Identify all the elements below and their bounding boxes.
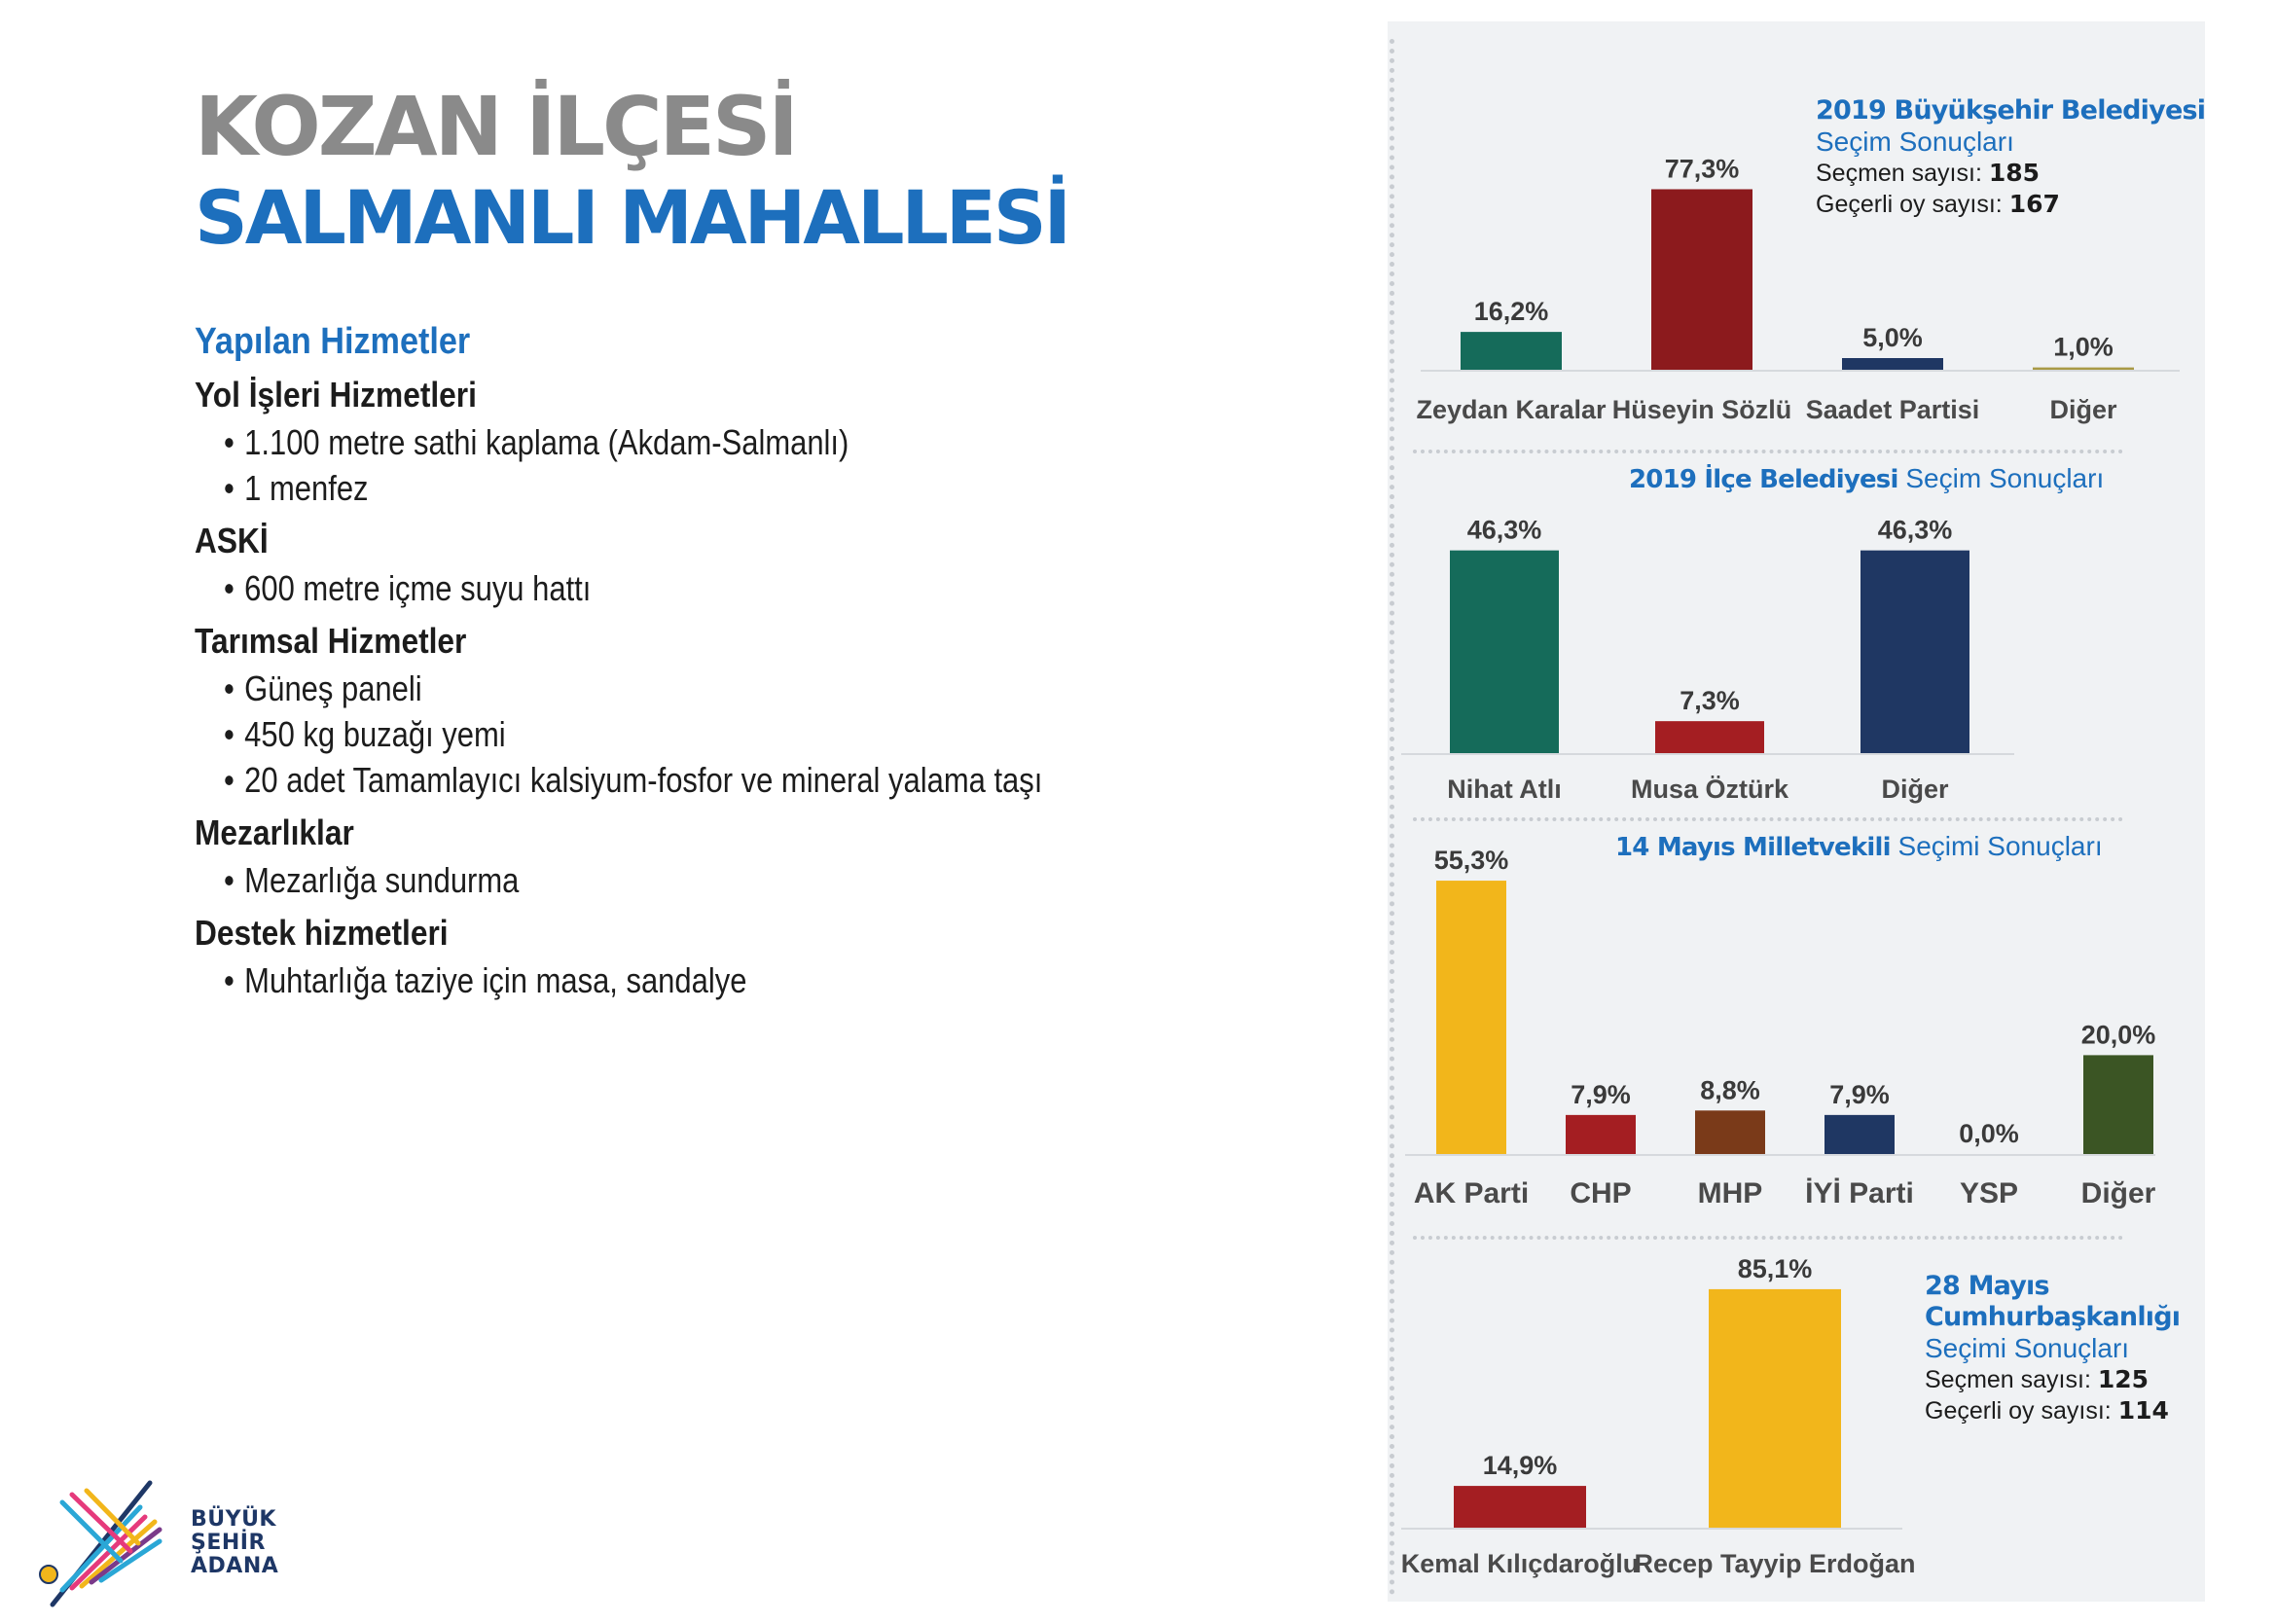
- category-label: AK Parti: [1413, 1177, 1530, 1209]
- service-item: • 20 adet Tamamlayıcı kalsiyum-fosfor ve mineral yalama taşı: [224, 757, 1170, 803]
- category-label: Diğer: [2049, 395, 2117, 424]
- data-label: 85,1%: [1737, 1253, 1813, 1283]
- district-title: KOZAN İLÇESİ: [195, 79, 796, 174]
- logo-line2: ŞEHİR: [191, 1531, 266, 1555]
- logo-line1: BÜYÜK: [191, 1507, 276, 1532]
- chart4-title-regular: Seçimi Sonuçları: [1925, 1333, 2130, 1363]
- data-label: 1,0%: [2053, 332, 2113, 362]
- bar-0-2: [1842, 358, 1943, 370]
- category-label: Kemal Kılıçdaroğlu: [1400, 1549, 1640, 1578]
- category-label: Zeydan Karalar: [1416, 395, 1607, 424]
- bar-2-5: [2083, 1055, 2153, 1154]
- data-label: 77,3%: [1664, 154, 1740, 184]
- data-label: 46,3%: [1466, 515, 1542, 545]
- category-label: Hüseyin Sözlü: [1611, 395, 1792, 424]
- chart4-title-bold-2: Cumhurbaşkanlığı: [1925, 1302, 2181, 1332]
- data-label: 0,0%: [1959, 1119, 2019, 1148]
- chart1-title-regular: Seçim Sonuçları: [1816, 126, 2014, 157]
- chart4-title-bold-1: 28 Mayıs: [1925, 1271, 2049, 1301]
- data-label: 55,3%: [1433, 846, 1509, 876]
- service-item: • Güneş paneli: [224, 666, 1170, 711]
- bar-0-0: [1461, 332, 1562, 370]
- service-item: • 450 kg buzağı yemi: [224, 711, 1170, 757]
- chart3-title: 14 Mayıs Milletvekili Seçimi Sonuçları: [1615, 831, 2103, 862]
- service-item: • 1.100 metre sathi kaplama (Akdam-Salmanlı): [224, 419, 1170, 465]
- chart4-info: [1925, 1271, 2180, 1426]
- bar-3-1: [1709, 1289, 1841, 1528]
- category-label: İYİ Parti: [1805, 1177, 1914, 1209]
- bar-0-1: [1651, 189, 1752, 370]
- service-category-title: Tarımsal Hizmetler: [195, 621, 467, 661]
- chart1-valid-votes: Geçerli oy sayısı: 167: [1816, 190, 2060, 218]
- data-label: 7,9%: [1571, 1079, 1631, 1109]
- services-heading: Yapılan Hizmetler: [195, 321, 471, 362]
- chart1-info: [1816, 95, 2205, 220]
- bar-3-0: [1454, 1486, 1586, 1528]
- chart4-valid-votes: Geçerli oy sayısı: 114: [1925, 1396, 2169, 1425]
- service-item: • Mezarlığa sundurma: [224, 857, 1170, 903]
- neighborhood-title: SALMANLI MAHALLESİ: [195, 174, 1068, 261]
- bar-2-2: [1695, 1110, 1765, 1154]
- data-label: 5,0%: [1862, 323, 1923, 352]
- category-label: Musa Öztürk: [1630, 775, 1789, 804]
- chart2-title: 2019 İlçe Belediyesi Seçim Sonuçları: [1629, 463, 2105, 494]
- data-label: 46,3%: [1877, 515, 1953, 545]
- data-label: 7,3%: [1680, 686, 1740, 716]
- service-category-title: Yol İşleri Hizmetleri: [195, 375, 477, 415]
- category-label: Diğer: [1881, 775, 1949, 804]
- chart1-voters: Seçmen sayısı: 185: [1816, 159, 2041, 187]
- data-label: 20,0%: [2080, 1020, 2156, 1050]
- bar-2-3: [1824, 1115, 1895, 1154]
- service-item: • Muhtarlığa taziye için masa, sandalye: [224, 957, 1170, 1003]
- category-label: YSP: [1959, 1177, 2019, 1209]
- category-label: Diğer: [2080, 1177, 2156, 1209]
- bar-0-3: [2033, 368, 2134, 370]
- category-label: MHP: [1697, 1177, 1763, 1209]
- data-label: 8,8%: [1700, 1075, 1760, 1105]
- service-category-title: Destek hizmetleri: [195, 913, 449, 953]
- chart4-voters: Seçmen sayısı: 125: [1925, 1365, 2150, 1393]
- data-label: 7,9%: [1829, 1079, 1890, 1109]
- category-label: Nihat Atlı: [1447, 775, 1562, 804]
- category-label: CHP: [1570, 1177, 1632, 1209]
- bar-1-0: [1450, 551, 1559, 753]
- chart1-title-bold: 2019 Büyükşehir Belediyesi: [1816, 95, 2206, 126]
- category-label: Saadet Partisi: [1805, 395, 1980, 424]
- service-item: • 1 menfez: [224, 465, 1170, 511]
- data-label: 14,9%: [1482, 1451, 1558, 1481]
- bar-2-0: [1436, 881, 1506, 1154]
- bar-1-2: [1861, 551, 1969, 753]
- logo-line3: ADANA: [191, 1554, 279, 1578]
- service-category-title: ASKİ: [195, 521, 269, 560]
- bar-2-1: [1566, 1115, 1636, 1154]
- service-category-title: Mezarlıklar: [195, 812, 354, 852]
- category-label: Recep Tayyip Erdoğan: [1634, 1549, 1916, 1578]
- bar-1-1: [1655, 721, 1764, 753]
- data-label: 16,2%: [1473, 297, 1549, 327]
- service-item: • 600 metre içme suyu hattı: [224, 565, 1170, 611]
